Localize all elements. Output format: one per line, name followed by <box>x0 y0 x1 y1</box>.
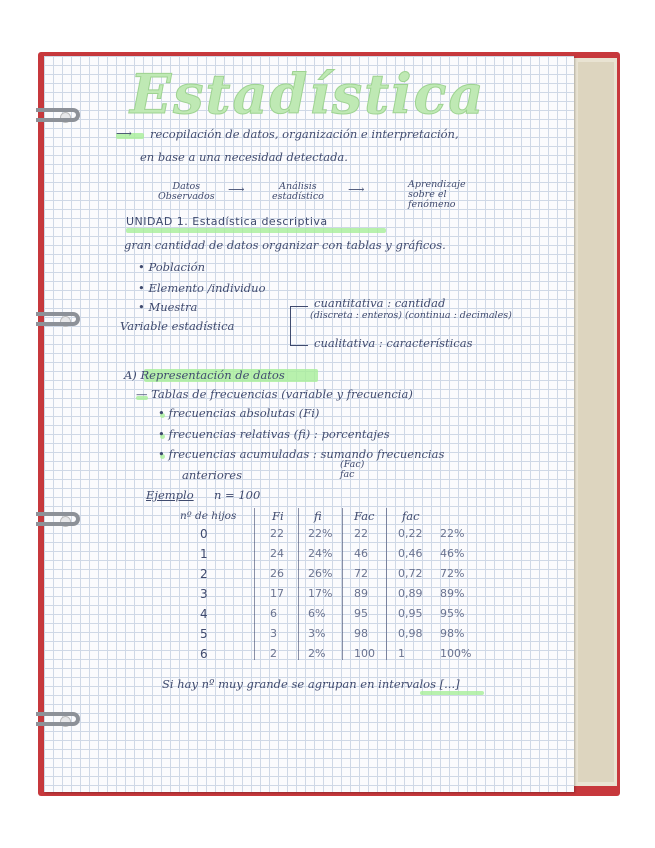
table-cell: 24 <box>270 547 284 560</box>
table-cell: 22% <box>308 527 333 540</box>
flow-step-learning: Aprendizaje sobre el fenómeno <box>408 179 466 210</box>
unit-underline-highlight <box>126 228 386 233</box>
binder-ring <box>36 712 80 726</box>
header-fac: fac <box>402 509 420 523</box>
table-cell: 6 <box>270 607 277 620</box>
table-divider <box>254 508 255 660</box>
concept-population: • Población <box>138 260 205 274</box>
table-cell: 89% <box>440 587 465 600</box>
table-cell: 26 <box>270 567 284 580</box>
table-cell: 0,22 <box>398 527 423 540</box>
page-title: Estadística <box>130 62 486 126</box>
table-cell: 72 <box>354 567 368 580</box>
table-cell: 22 <box>354 527 368 540</box>
table-cell: 2 <box>200 567 208 581</box>
unit-heading: UNIDAD 1. Estadística descriptiva <box>126 215 328 228</box>
arrow-glyph: ⟶ <box>116 127 132 140</box>
table-cell: 0,46 <box>398 547 423 560</box>
table-divider <box>342 508 343 660</box>
binder-ring <box>36 312 80 326</box>
table-cell: 3% <box>308 627 326 640</box>
table-divider <box>298 508 299 660</box>
table-cell: 0,98 <box>398 627 423 640</box>
table-cell: 26% <box>308 567 333 580</box>
concept-element: • Elemento /individuo <box>138 281 266 295</box>
table-cell: 46 <box>354 547 368 560</box>
table-cell: 2 <box>270 647 277 660</box>
intro-line-1: recopilación de datos, organización e interpretación, <box>150 127 459 141</box>
bullet-absolute: • frecuencias absolutas (Fi) <box>158 406 320 420</box>
brace-bottom <box>290 345 308 346</box>
table-cell: 6 <box>200 647 208 661</box>
intro-line-2: en base a una necesidad detectada. <box>140 150 348 164</box>
variable-qualitative: cualitativa : características <box>314 336 473 350</box>
concept-sample: • Muestra <box>138 300 198 314</box>
variable-label: Variable estadística <box>120 319 235 333</box>
bullet-accumulated: • frecuencias acumuladas : sumando frecuencias <box>158 447 445 461</box>
table-cell: 1 <box>200 547 208 561</box>
table-cell: 1 <box>398 647 405 660</box>
table-cell: 100% <box>440 647 472 660</box>
table-cell: 5 <box>200 627 208 641</box>
table-cell: 98 <box>354 627 368 640</box>
table-cell: 89 <box>354 587 368 600</box>
table-cell: 98% <box>440 627 465 640</box>
table-cell: 17 <box>270 587 284 600</box>
flow-arrow-icon: ⟶ <box>348 182 365 196</box>
example-n: n = 100 <box>214 488 261 502</box>
flow-step-analysis: Análisis estadístico <box>272 181 324 202</box>
table-divider <box>386 508 387 660</box>
section-a-heading: A) Representación de datos <box>124 368 285 382</box>
table-cell: 22% <box>440 527 465 540</box>
bullet-relative: • frecuencias relativas (fi) : porcentajes <box>158 427 390 441</box>
header-Fi: Fi <box>272 509 284 523</box>
variable-quantitative-detail: (discreta : enteros) (continua : decimales) <box>310 310 512 321</box>
table-cell: 95 <box>354 607 368 620</box>
table-cell: 17% <box>308 587 333 600</box>
table-cell: 22 <box>270 527 284 540</box>
table-cell: 2% <box>308 647 326 660</box>
table-cell: 0,72 <box>398 567 423 580</box>
header-children: nº de hijos <box>180 510 237 522</box>
table-cell: 3 <box>270 627 277 640</box>
table-cell: 3 <box>200 587 208 601</box>
table-cell: 24% <box>308 547 333 560</box>
table-cell: 0 <box>200 527 208 541</box>
brace-top <box>290 306 308 307</box>
table-cell: 95% <box>440 607 465 620</box>
accumulated-note: (Fac) fac <box>340 459 365 481</box>
header-fi: fi <box>314 509 322 523</box>
table-cell: 100 <box>354 647 375 660</box>
table-cell: 0,95 <box>398 607 423 620</box>
accumulated-continuation: anteriores <box>182 468 242 482</box>
tables-line: — Tablas de frecuencias (variable y frecuencia) <box>136 387 413 401</box>
flow-arrow-icon: ⟶ <box>228 182 245 196</box>
table-cell: 72% <box>440 567 465 580</box>
example-label: Ejemplo <box>146 488 194 502</box>
table-cell: 46% <box>440 547 465 560</box>
table-cell: 0,89 <box>398 587 423 600</box>
paper-stack-inner <box>578 62 614 782</box>
brace-line <box>290 306 291 346</box>
flow-step-data: Datos Observados <box>158 181 215 202</box>
footer-note: Si hay nº muy grande se agrupan en intervalos [...] <box>162 677 460 691</box>
table-cell: 6% <box>308 607 326 620</box>
binder-ring <box>36 512 80 526</box>
binder-ring <box>36 108 80 122</box>
table-cell: 4 <box>200 607 208 621</box>
intervals-underline <box>420 691 484 695</box>
variable-quantitative: cuantitativa : cantidad <box>314 296 446 310</box>
unit-description: gran cantidad de datos organizar con tablas y gráficos. <box>124 238 446 252</box>
header-Fac: Fac <box>354 509 375 523</box>
